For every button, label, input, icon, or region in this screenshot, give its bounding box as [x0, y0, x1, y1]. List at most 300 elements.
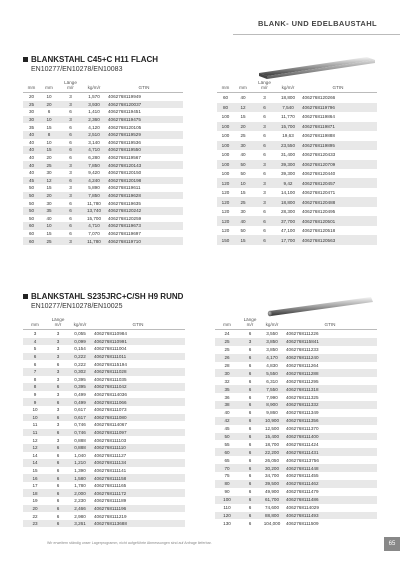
table-cell: 6	[47, 414, 69, 422]
col-header-mm: mm	[221, 85, 230, 90]
table-cell: 7,540	[277, 103, 299, 112]
page-number: 65	[384, 537, 400, 551]
table-cell: 11	[23, 429, 47, 437]
table-cell: 3	[56, 331, 60, 337]
table-row	[215, 504, 377, 512]
table-row	[215, 330, 377, 338]
table-cell: 4062768120259	[108, 215, 142, 221]
table-row	[215, 519, 377, 527]
table-row	[23, 383, 185, 391]
table-cell: 4062768113688	[91, 520, 185, 528]
table-cell: 6	[248, 505, 252, 511]
table-cell: 18,800	[277, 197, 299, 206]
table-cell: 4062768111431	[283, 448, 377, 456]
table-cell: 60	[222, 95, 229, 101]
table-cell: 4062768120150	[108, 170, 142, 176]
table-cell: 6	[58, 177, 83, 185]
table-row	[23, 237, 183, 245]
table-cell: 3,261	[69, 520, 91, 528]
table-cell: 6	[69, 200, 72, 206]
table-cell: 6	[47, 520, 69, 528]
table-cell: 3	[58, 192, 83, 200]
table-cell: 6	[47, 459, 69, 467]
table-cell: 2,230	[74, 498, 86, 504]
col-header-length: Länge m/r	[243, 317, 257, 327]
table-cell: 36	[224, 394, 230, 400]
table-cell: 39,500	[261, 480, 283, 488]
table-cell: 4062768111332	[283, 401, 377, 409]
table-cell: 20	[46, 155, 52, 161]
table-row	[215, 369, 377, 377]
col-header-weight: kg/m/r	[265, 322, 279, 327]
col-header-gtin: GTIN	[324, 322, 336, 327]
table-cell: 0,302	[69, 368, 91, 376]
table-row	[217, 169, 377, 178]
table-cell: 4062768119550	[105, 146, 183, 154]
table-cell: 3	[252, 178, 277, 187]
table-cell: 4062768120488	[299, 197, 377, 206]
table-cell: 6	[56, 467, 60, 473]
col-header-mm: mm	[27, 85, 36, 90]
table-cell: 4062768120709	[299, 160, 377, 169]
table-cell: 100	[221, 171, 230, 177]
table-row	[23, 123, 183, 131]
table-cell: 60	[215, 448, 239, 456]
table-cell: 130	[223, 520, 231, 526]
table-row	[23, 338, 185, 346]
table-cell: 6	[239, 448, 261, 456]
table-cell: 3	[47, 338, 69, 346]
table-cell: 100	[221, 133, 230, 139]
table-cell: 4062768120563	[299, 235, 377, 245]
table-cell: 6	[239, 401, 261, 409]
table-cell: 25	[240, 133, 246, 139]
table-row	[217, 207, 377, 216]
col-header-mm: mm	[31, 322, 39, 327]
table-cell: 6	[56, 483, 60, 489]
table-cell: 30	[28, 109, 35, 115]
table-cell: 4062768111042	[91, 383, 185, 391]
table-cell: 14	[23, 459, 47, 467]
table-cell: 100	[221, 114, 230, 120]
table-cell: 4062768111219	[94, 513, 127, 519]
table-cell: 3	[58, 237, 83, 245]
table-cell: 3	[56, 407, 60, 413]
table-cell: 50	[240, 228, 246, 234]
table-cell: 6	[23, 353, 47, 361]
table-cell: 10	[46, 139, 52, 145]
table-cell: 35	[215, 385, 239, 393]
table-cell: 19	[32, 498, 38, 504]
table-cell: 6	[47, 444, 69, 452]
table-cell: 40	[46, 215, 52, 221]
table-cell: 6	[47, 429, 69, 437]
table-cell: 25	[40, 237, 58, 245]
table-cell: 10	[32, 407, 38, 413]
table-cell: 3,850	[266, 347, 278, 353]
table-cell: 14,100	[280, 190, 296, 196]
table-row	[23, 429, 185, 437]
table-cell: 15	[46, 124, 52, 130]
col-header-length: Länge m/r	[64, 80, 77, 90]
table-cell: 4062768119529	[105, 131, 183, 139]
table-cell: 25	[40, 161, 58, 169]
table-cell: 80	[217, 103, 234, 112]
table-cell: 30,200	[261, 464, 283, 472]
table-cell: 7,850	[83, 161, 105, 169]
square-bullet-icon	[23, 294, 28, 299]
table-cell: 18,800	[280, 95, 296, 101]
table-cell: 2,360	[83, 116, 105, 124]
table-cell: 4062768119895	[299, 141, 377, 150]
table-cell: 3,850	[261, 338, 283, 346]
table-cell: 4,240	[83, 177, 105, 185]
round-steel-tables	[23, 317, 377, 527]
table-row	[215, 393, 377, 401]
table-cell: 4062768111073	[94, 407, 127, 413]
table-cell: 6	[263, 171, 266, 177]
table-cell: 30	[240, 209, 246, 215]
table-row	[23, 154, 183, 162]
table-cell: 6	[248, 363, 252, 369]
table-cell: 25	[23, 101, 40, 109]
table-cell: 11,780	[83, 237, 105, 245]
table-cell: 6	[263, 209, 266, 215]
table-cell: 6	[248, 489, 252, 495]
table-cell: 4062768111158	[91, 474, 185, 482]
table-cell: 15,700	[86, 215, 102, 221]
table-cell: 6	[69, 155, 72, 161]
table-row	[215, 401, 377, 409]
table-cell: 15	[234, 235, 252, 245]
table-cell: 4062768111448	[283, 464, 377, 472]
table-cell: 4062768120198	[105, 177, 183, 185]
table-cell: 35	[28, 124, 35, 130]
table-cell: 6	[47, 398, 69, 406]
table-cell: 6	[248, 394, 252, 400]
table-cell: 4062768119871	[299, 122, 377, 131]
table-row	[217, 226, 377, 235]
table-cell: 4062768111462	[283, 480, 377, 488]
table-row	[215, 464, 377, 472]
table-cell: 8	[33, 376, 37, 382]
table-cell: 20	[234, 122, 252, 131]
table-cell: 2,980	[74, 513, 86, 519]
table-cell: 3	[56, 392, 60, 398]
table-cell: 20	[40, 101, 58, 109]
page-header	[0, 0, 400, 38]
table-cell: 4062768110984	[94, 331, 127, 337]
table-cell: 15	[32, 467, 38, 473]
table-cell: 4062768114067	[94, 422, 127, 428]
table-cell: 3,550	[266, 331, 278, 337]
table-cell: 38	[215, 401, 239, 409]
table-cell: 40	[23, 146, 40, 154]
table-cell: 4062768111400	[283, 433, 377, 441]
table-cell: 5,890	[88, 185, 100, 191]
table-row	[23, 406, 185, 414]
table-cell: 1,570	[88, 94, 100, 100]
table-row	[23, 330, 185, 338]
table-cell: 4062768111004	[94, 346, 127, 352]
table-cell: 4062768119796	[299, 103, 377, 112]
col-header-mm: mm	[239, 85, 247, 90]
table-cell: 6	[248, 378, 252, 384]
table-row	[217, 197, 377, 206]
table-cell: 4,830	[266, 363, 278, 369]
round-steel-table-left	[23, 317, 185, 527]
table-cell: 0,395	[74, 376, 86, 382]
table-cell: 6	[248, 473, 252, 479]
table-cell: 4062768120266	[302, 95, 336, 101]
table-cell: 0,888	[74, 437, 86, 443]
table-cell: 10	[234, 178, 252, 187]
table-cell: 1,210	[69, 459, 91, 467]
table-cell: 4062768111349	[286, 410, 319, 416]
table-cell: 4062768111066	[91, 398, 185, 406]
table-cell: 19,63	[282, 133, 294, 139]
table-row	[23, 505, 185, 513]
table-row	[217, 131, 377, 140]
table-row	[23, 101, 183, 109]
table-cell: 20	[28, 94, 35, 100]
table-cell: 3	[252, 160, 277, 169]
table-cell: 9,860	[266, 410, 278, 416]
table-row	[215, 385, 377, 393]
table-cell: 3	[56, 346, 60, 352]
table-cell: 0,617	[74, 407, 86, 413]
table-cell: 1,780	[74, 483, 86, 489]
table-cell: 39,300	[280, 171, 296, 177]
table-row	[215, 338, 377, 346]
table-cell: 70	[215, 464, 239, 472]
table-row	[23, 421, 185, 429]
table-cell: 4062768120143	[105, 161, 183, 169]
table-cell: 17	[32, 483, 38, 489]
table-cell: 15	[40, 146, 58, 154]
table-cell: 6	[69, 109, 72, 115]
table-cell: 10	[23, 414, 47, 422]
table-row	[23, 93, 183, 101]
col-header-weight: kg/m/r	[87, 85, 101, 90]
table-cell: 50	[23, 207, 40, 215]
table-row	[217, 112, 377, 121]
table-cell: 45	[23, 177, 40, 185]
table-row	[217, 122, 377, 131]
table-cell: 6	[252, 141, 277, 150]
table-cell: 30	[215, 369, 239, 377]
table-cell: 3	[263, 190, 266, 196]
table-cell: 9	[33, 392, 37, 398]
table-row	[23, 452, 185, 460]
table-cell: 4062768120037	[105, 101, 183, 109]
table-cell: 1,580	[69, 474, 91, 482]
table-cell: 25	[224, 347, 230, 353]
table-cell: 12,500	[264, 426, 280, 432]
table-row	[217, 178, 377, 187]
table-cell: 2,000	[69, 489, 91, 497]
table-cell: 4062768111189	[94, 498, 127, 504]
table-cell: 6	[239, 496, 261, 504]
table-row	[23, 161, 183, 169]
table-cell: 4062768120518	[302, 228, 336, 234]
table-row	[23, 199, 183, 207]
table-cell: 3,930	[83, 101, 105, 109]
table-cell: 26	[215, 354, 239, 362]
table-row	[23, 207, 183, 215]
table-row	[217, 141, 377, 150]
table-row	[215, 425, 377, 433]
table-row	[215, 480, 377, 488]
table-cell: 42	[215, 417, 239, 425]
table-cell: 20	[40, 192, 58, 200]
table-cell: 4062768119697	[108, 230, 141, 236]
table-cell: 3	[239, 338, 261, 346]
table-cell: 4062768111110	[91, 444, 185, 452]
table-cell: 6	[58, 222, 83, 230]
table-cell: 60	[23, 237, 40, 245]
table-cell: 100	[217, 122, 234, 131]
table-cell: 6	[248, 331, 252, 337]
table-cell: 12	[40, 177, 58, 185]
table-cell: 15	[240, 114, 246, 120]
table-cell: 13,740	[83, 207, 105, 215]
table-row	[215, 488, 377, 496]
table-cell: 9,420	[88, 170, 100, 176]
table-row	[23, 436, 185, 444]
table-cell: 4062768120433	[302, 152, 336, 158]
table-cell: 40	[28, 139, 35, 145]
table-cell: 18,700	[264, 441, 280, 447]
table-row	[23, 184, 183, 192]
table-cell: 4062768119949	[108, 94, 141, 100]
table-cell: 6	[239, 417, 261, 425]
table-cell: 4062768111493	[283, 512, 377, 520]
table-cell: 17,700	[277, 235, 299, 245]
table-cell: 4062768111240	[283, 354, 377, 362]
table-cell: 4062768115841	[283, 338, 377, 346]
table-cell: 6	[239, 385, 261, 393]
table-cell: 3	[47, 368, 69, 376]
table-cell: 4062768111455	[286, 473, 319, 479]
table-cell: 0,499	[74, 392, 86, 398]
table-cell: 4062768120440	[302, 171, 336, 177]
table-cell: 4062768114036	[94, 392, 127, 398]
table-cell: 15,400	[261, 433, 283, 441]
table-row	[23, 368, 185, 376]
table-row	[23, 459, 185, 467]
table-row	[23, 230, 183, 238]
table-cell: 37,700	[277, 216, 299, 225]
table-row	[215, 362, 377, 370]
table-row	[23, 414, 185, 422]
table-cell: 11	[32, 422, 38, 428]
table-cell: 3	[56, 422, 60, 428]
table-cell: 4062768120105	[108, 124, 142, 130]
table-cell: 4062768119536	[108, 139, 141, 145]
table-cell: 16	[23, 474, 47, 482]
table-row	[215, 496, 377, 504]
flat-steel-table-right	[217, 80, 377, 245]
table-cell: 40	[234, 216, 252, 225]
table-cell: 30	[234, 141, 252, 150]
table-cell: 100	[221, 152, 230, 158]
table-cell: 3,140	[88, 139, 100, 145]
table-cell: 4062768111424	[286, 441, 319, 447]
table-cell: 4062768111172	[91, 489, 185, 497]
table-cell: 4062768111226	[286, 331, 319, 337]
table-cell: 28	[224, 363, 230, 369]
table-cell: 4062768119635	[108, 200, 141, 206]
table-row	[23, 398, 185, 406]
table-cell: 40	[240, 95, 246, 101]
section-title-text: BLANKSTAHL C45+C H11 FLACH	[31, 54, 159, 64]
table-cell: 3	[58, 161, 83, 169]
table-cell: 26,050	[264, 457, 280, 463]
table-cell: 90	[224, 489, 230, 495]
table-cell: 4,710	[83, 146, 105, 154]
section-flat-steel	[23, 54, 377, 244]
table-cell: 39,300	[277, 160, 299, 169]
table-cell: 40	[28, 155, 35, 161]
table-cell: 4,710	[83, 222, 105, 230]
table-cell: 6	[248, 426, 252, 432]
table-row	[23, 391, 185, 399]
table-cell: 23	[23, 520, 47, 528]
table-cell: 3	[263, 95, 266, 101]
col-header-mm: mm	[223, 322, 231, 327]
table-cell: 14	[32, 452, 38, 458]
table-cell: 150	[217, 235, 234, 245]
table-row	[23, 345, 185, 353]
table-cell: 6	[58, 146, 83, 154]
table-cell: 6	[47, 383, 69, 391]
table-cell: 6	[248, 410, 252, 416]
table-cell: 40	[224, 410, 230, 416]
table-cell: 0,746	[74, 422, 86, 428]
table-cell: 6	[263, 133, 266, 139]
table-cell: 40	[28, 170, 35, 176]
table-cell: 50	[23, 192, 40, 200]
table-cell: 25	[234, 197, 252, 206]
table-cell: 6	[69, 230, 72, 236]
table-row	[23, 215, 183, 223]
table-cell: 30	[46, 200, 52, 206]
table-cell: 5	[33, 346, 37, 352]
table-cell: 6	[248, 441, 252, 447]
table-cell: 20	[23, 505, 47, 513]
table-cell: 40	[23, 161, 40, 169]
table-row	[23, 169, 183, 177]
table-cell: 74,600	[264, 505, 280, 511]
col-header-weight: kg/m/r	[281, 85, 295, 90]
table-cell: 120	[221, 209, 230, 215]
table-cell: 6	[252, 216, 277, 225]
table-cell: 3	[56, 376, 60, 382]
table-cell: 60	[28, 230, 35, 236]
table-cell: 4062768120471	[302, 190, 336, 196]
table-cell: 24	[224, 331, 230, 337]
flat-steel-tables	[23, 80, 377, 245]
table-row	[23, 360, 185, 368]
table-cell: 120	[221, 190, 230, 196]
table-row	[23, 376, 185, 384]
table-cell: 8	[40, 131, 58, 139]
table-cell: 4062768111509	[286, 520, 319, 526]
table-cell: 3	[58, 101, 83, 109]
table-cell: 4062768111103	[94, 437, 127, 443]
table-cell: 22,200	[261, 448, 283, 456]
